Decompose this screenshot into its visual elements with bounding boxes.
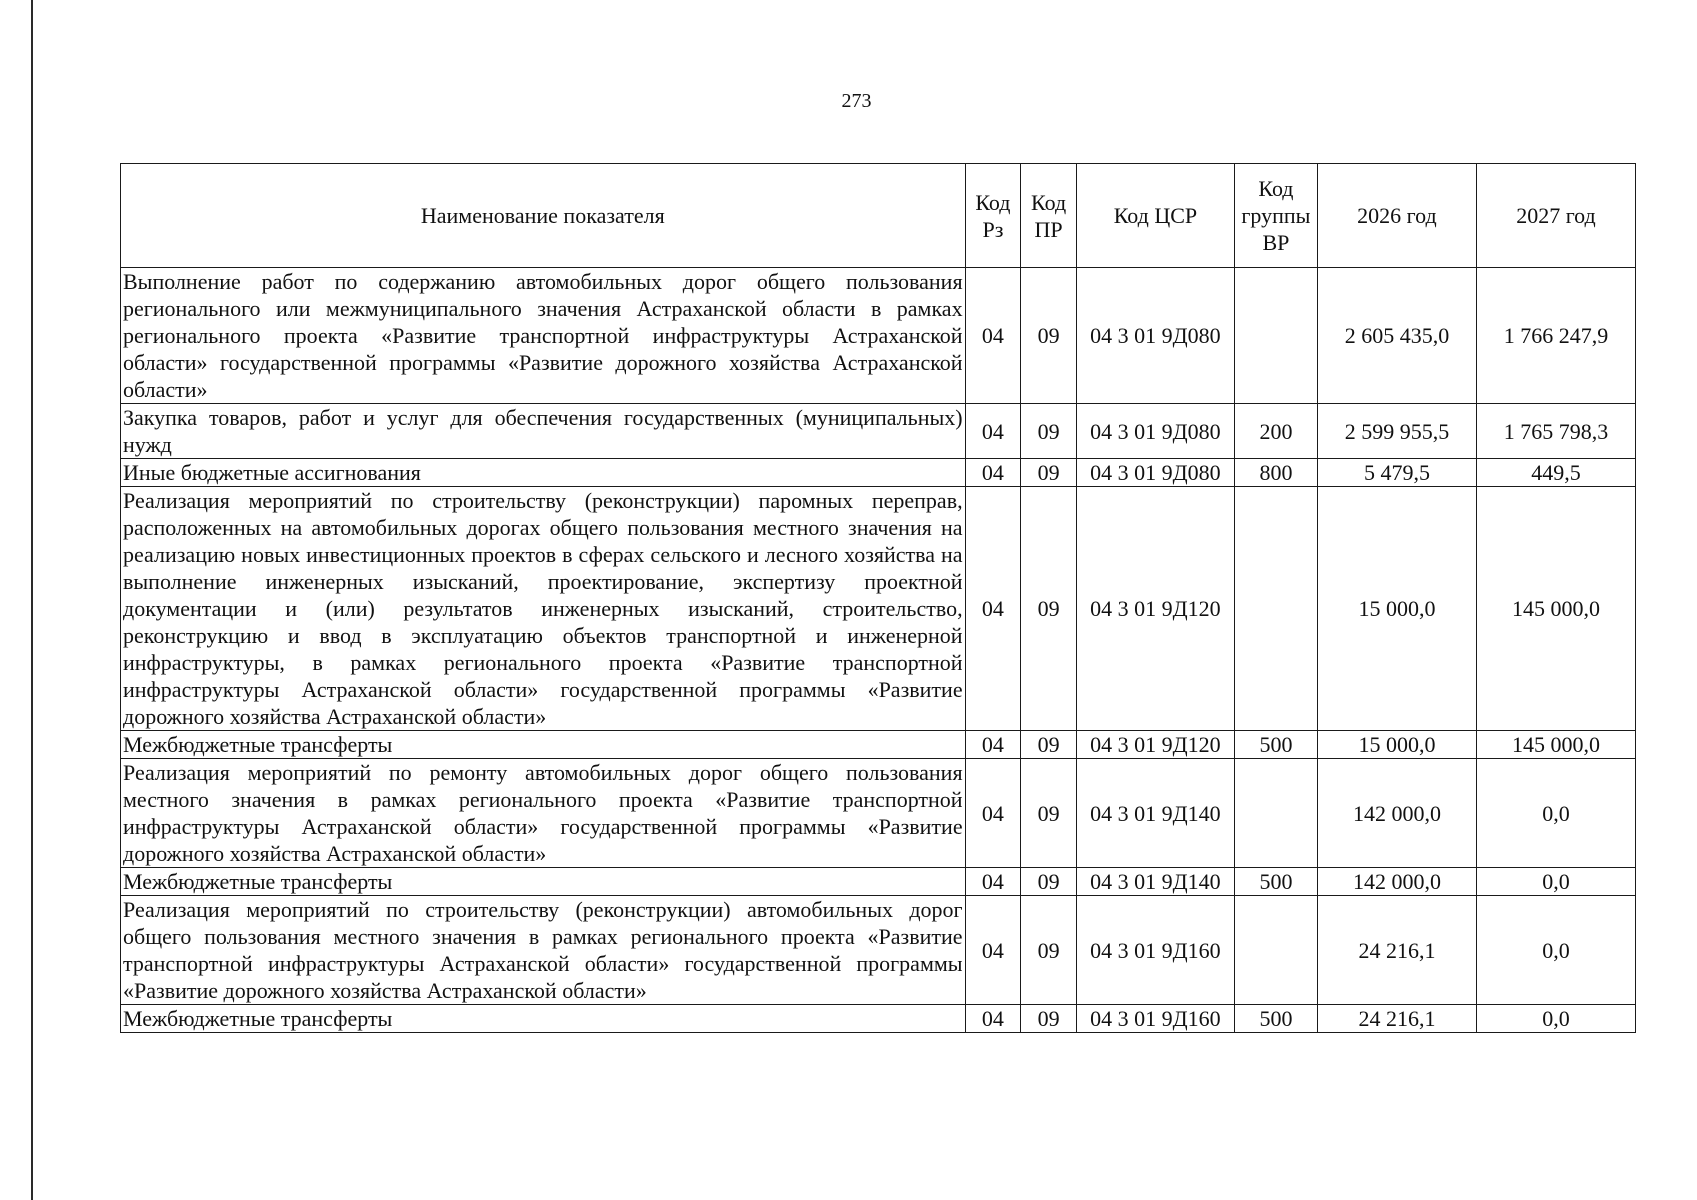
cell-2027: 145 000,0 [1476, 731, 1635, 759]
table-row [121, 268, 1636, 404]
cell-2026: 5 479,5 [1317, 459, 1476, 487]
cell-name: Иные бюджетные ассигнования [121, 459, 966, 487]
cell-rz: 04 [965, 1005, 1021, 1033]
header-pr: Код ПР [1021, 164, 1077, 268]
cell-pr: 09 [1021, 759, 1077, 868]
cell-pr: 09 [1021, 404, 1077, 459]
cell-2027: 1 766 247,9 [1476, 268, 1635, 404]
cell-2026: 24 216,1 [1317, 1005, 1476, 1033]
table-row [121, 731, 1636, 759]
cell-csr: 04 3 01 9Д160 [1076, 1005, 1234, 1033]
cell-vr [1234, 487, 1317, 731]
budget-table [120, 163, 1636, 1033]
cell-pr: 09 [1021, 868, 1077, 896]
cell-rz: 04 [965, 868, 1021, 896]
cell-name: Межбюджетные трансферты [121, 868, 966, 896]
cell-csr: 04 3 01 9Д080 [1076, 268, 1234, 404]
cell-csr: 04 3 01 9Д160 [1076, 896, 1234, 1005]
cell-2026: 15 000,0 [1317, 487, 1476, 731]
cell-rz: 04 [965, 487, 1021, 731]
cell-2027: 0,0 [1476, 1005, 1635, 1033]
cell-2026: 142 000,0 [1317, 868, 1476, 896]
cell-rz: 04 [965, 731, 1021, 759]
cell-csr: 04 3 01 9Д080 [1076, 459, 1234, 487]
table-row [121, 404, 1636, 459]
cell-vr: 800 [1234, 459, 1317, 487]
cell-csr: 04 3 01 9Д120 [1076, 731, 1234, 759]
cell-vr: 200 [1234, 404, 1317, 459]
cell-pr: 09 [1021, 1005, 1077, 1033]
cell-name: Закупка товаров, работ и услуг для обеспечения государственных (муниципальных) нужд [121, 404, 966, 459]
cell-vr: 500 [1234, 1005, 1317, 1033]
table-header-row [121, 164, 1636, 268]
cell-name: Реализация мероприятий по строительству (реконструкции) автомобильных дорог общего пользования местного значения в рамках регионального проекта «Развитие транспортной инфраструктуры Астраханской области» государственной программы «Развитие дорожного хозяйства Астраханской области» [121, 896, 966, 1005]
table-row [121, 896, 1636, 1005]
header-name: Наименование показателя [121, 164, 966, 268]
cell-pr: 09 [1021, 268, 1077, 404]
cell-2027: 0,0 [1476, 868, 1635, 896]
table-row [121, 487, 1636, 731]
header-rz: Код Рз [965, 164, 1021, 268]
cell-rz: 04 [965, 404, 1021, 459]
cell-vr: 500 [1234, 731, 1317, 759]
table-row [121, 759, 1636, 868]
cell-name: Межбюджетные трансферты [121, 731, 966, 759]
cell-2026: 2 605 435,0 [1317, 268, 1476, 404]
cell-rz: 04 [965, 896, 1021, 1005]
cell-vr [1234, 268, 1317, 404]
cell-csr: 04 3 01 9Д080 [1076, 404, 1234, 459]
page-number: 273 [841, 90, 872, 112]
cell-vr [1234, 759, 1317, 868]
cell-rz: 04 [965, 759, 1021, 868]
cell-name: Реализация мероприятий по ремонту автомобильных дорог общего пользования местного значения в рамках регионального проекта «Развитие транспортной инфраструктуры Астраханской области» государственной программы «Развитие дорожного хозяйства Астраханской области» [121, 759, 966, 868]
cell-name: Межбюджетные трансферты [121, 1005, 966, 1033]
cell-csr: 04 3 01 9Д140 [1076, 868, 1234, 896]
cell-pr: 09 [1021, 459, 1077, 487]
table-row [121, 459, 1636, 487]
cell-name: Выполнение работ по содержанию автомобильных дорог общего пользования регионального или межмуниципального значения Астраханской области в рамках регионального проекта «Развитие транспортной инфраструктуры Астраханской области» государственной программы «Развитие дорожного хозяйства Астраханской области» [121, 268, 966, 404]
cell-rz: 04 [965, 268, 1021, 404]
cell-csr: 04 3 01 9Д120 [1076, 487, 1234, 731]
cell-vr [1234, 896, 1317, 1005]
cell-rz: 04 [965, 459, 1021, 487]
header-2026: 2026 год [1317, 164, 1476, 268]
cell-pr: 09 [1021, 896, 1077, 1005]
cell-2027: 1 765 798,3 [1476, 404, 1635, 459]
cell-2026: 142 000,0 [1317, 759, 1476, 868]
cell-2027: 0,0 [1476, 896, 1635, 1005]
cell-2027: 0,0 [1476, 759, 1635, 868]
cell-2027: 449,5 [1476, 459, 1635, 487]
table-row [121, 1005, 1636, 1033]
cell-csr: 04 3 01 9Д140 [1076, 759, 1234, 868]
cell-pr: 09 [1021, 487, 1077, 731]
header-csr: Код ЦСР [1076, 164, 1234, 268]
cell-2027: 145 000,0 [1476, 487, 1635, 731]
cell-2026: 24 216,1 [1317, 896, 1476, 1005]
cell-2026: 2 599 955,5 [1317, 404, 1476, 459]
header-2027: 2027 год [1476, 164, 1635, 268]
table-row [121, 868, 1636, 896]
cell-pr: 09 [1021, 731, 1077, 759]
header-vr: Код группы ВР [1234, 164, 1317, 268]
cell-name: Реализация мероприятий по строительству (реконструкции) паромных переправ, расположенных на автомобильных дорогах общего пользования местного значения на реализацию новых инвестиционных проектов в сферах сельского и лесного хозяйства на выполнение инженерных изысканий, проектирование, экспертизу проектной документации и (или) результатов инженерных изысканий, строительство, реконструкцию и ввод в эксплуатацию объектов транспортной и инженерной инфраструктуры, в рамках регионального проекта «Развитие транспортной инфраструктуры Астраханской области» государственной программы «Развитие дорожного хозяйства Астраханской области» [121, 487, 966, 731]
cell-vr: 500 [1234, 868, 1317, 896]
binding-line [31, 0, 33, 1200]
cell-2026: 15 000,0 [1317, 731, 1476, 759]
